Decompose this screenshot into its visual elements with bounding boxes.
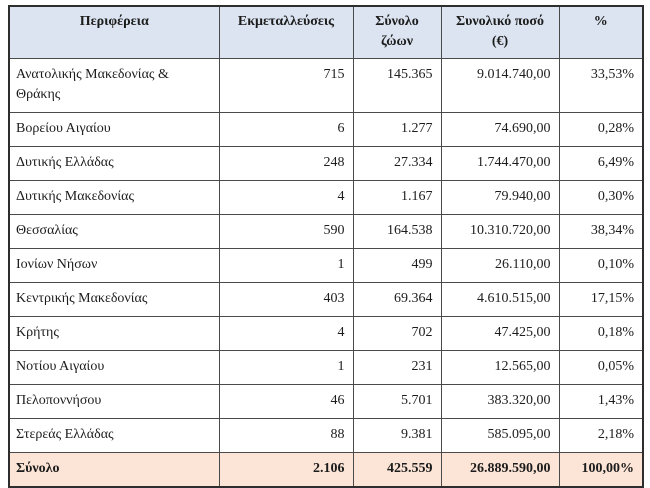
amount-cell: 10.310.720,00 <box>441 215 559 249</box>
region-cell: Θεσσαλίας <box>9 215 219 249</box>
table-row <box>9 113 643 147</box>
holdings-cell: 1 <box>219 351 353 385</box>
header-label: % <box>593 14 608 29</box>
region-cell: Κεντρικής Μακεδονίας <box>9 283 219 317</box>
regions-summary-table <box>8 5 644 488</box>
holdings-cell: 4 <box>219 317 353 351</box>
percent-cell: 0,10% <box>559 249 643 283</box>
total-amount-cell: 26.889.590,00 <box>441 453 559 488</box>
region-cell: Νοτίου Αιγαίου <box>9 351 219 385</box>
percent-cell: 33,53% <box>559 59 643 113</box>
amount-cell: 47.425,00 <box>441 317 559 351</box>
table-row <box>9 385 643 419</box>
total-label-cell: Σύνολο <box>9 453 219 488</box>
column-header-holdings <box>219 6 353 59</box>
percent-cell: 0,30% <box>559 181 643 215</box>
amount-cell: 79.940,00 <box>441 181 559 215</box>
region-cell: Ιονίων Νήσων <box>9 249 219 283</box>
header-label: Σύνολο <box>375 14 419 29</box>
animals-cell: 702 <box>353 317 441 351</box>
percent-cell: 17,15% <box>559 283 643 317</box>
animals-cell: 1.277 <box>353 113 441 147</box>
holdings-cell: 4 <box>219 181 353 215</box>
table-row <box>9 215 643 249</box>
percent-cell: 0,18% <box>559 317 643 351</box>
holdings-cell: 403 <box>219 283 353 317</box>
percent-cell: 0,05% <box>559 351 643 385</box>
column-header-animals <box>353 6 441 59</box>
header-label-line2: ζώων <box>380 34 414 49</box>
holdings-cell: 590 <box>219 215 353 249</box>
table-body <box>9 59 643 488</box>
animals-cell: 145.365 <box>353 59 441 113</box>
table-row <box>9 249 643 283</box>
total-percent-cell: 100,00% <box>559 453 643 488</box>
table-row <box>9 317 643 351</box>
table-row <box>9 283 643 317</box>
holdings-cell: 46 <box>219 385 353 419</box>
region-cell: Πελοποννήσου <box>9 385 219 419</box>
column-header-amount <box>441 6 559 59</box>
holdings-cell: 6 <box>219 113 353 147</box>
column-header-region <box>9 6 219 59</box>
amount-cell: 26.110,00 <box>441 249 559 283</box>
header-row <box>9 6 643 59</box>
header-label: Περιφέρεια <box>79 14 149 29</box>
amount-cell: 9.014.740,00 <box>441 59 559 113</box>
percent-cell: 6,49% <box>559 147 643 181</box>
animals-cell: 27.334 <box>353 147 441 181</box>
animals-cell: 1.167 <box>353 181 441 215</box>
region-cell: Κρήτης <box>9 317 219 351</box>
table-row <box>9 351 643 385</box>
column-header-percent <box>559 6 643 59</box>
percent-cell: 1,43% <box>559 385 643 419</box>
amount-cell: 1.744.470,00 <box>441 147 559 181</box>
amount-cell: 585.095,00 <box>441 419 559 453</box>
table-row <box>9 419 643 453</box>
table-header <box>9 6 643 59</box>
amount-cell: 383.320,00 <box>441 385 559 419</box>
total-holdings-cell: 2.106 <box>219 453 353 488</box>
region-cell: Βορείου Αιγαίου <box>9 113 219 147</box>
region-cell: Δυτικής Ελλάδας <box>9 147 219 181</box>
animals-cell: 231 <box>353 351 441 385</box>
animals-cell: 9.381 <box>353 419 441 453</box>
header-label: Εκμεταλλεύσεις <box>237 14 335 29</box>
animals-cell: 5.701 <box>353 385 441 419</box>
animals-cell: 164.538 <box>353 215 441 249</box>
holdings-cell: 248 <box>219 147 353 181</box>
header-label-line2: (€) <box>491 34 509 49</box>
region-cell: Στερεάς Ελλάδας <box>9 419 219 453</box>
holdings-cell: 1 <box>219 249 353 283</box>
table-row <box>9 147 643 181</box>
holdings-cell: 88 <box>219 419 353 453</box>
amount-cell: 74.690,00 <box>441 113 559 147</box>
percent-cell: 2,18% <box>559 419 643 453</box>
holdings-cell: 715 <box>219 59 353 113</box>
animals-cell: 69.364 <box>353 283 441 317</box>
percent-cell: 0,28% <box>559 113 643 147</box>
region-cell: Δυτικής Μακεδονίας <box>9 181 219 215</box>
header-label: Συνολικό ποσό <box>455 14 545 29</box>
table-row <box>9 181 643 215</box>
table-row <box>9 59 643 113</box>
percent-cell: 38,34% <box>559 215 643 249</box>
animals-cell: 499 <box>353 249 441 283</box>
region-cell: Ανατολικής Μακεδονίας & Θράκης <box>9 59 219 113</box>
total-animals-cell: 425.559 <box>353 453 441 488</box>
amount-cell: 4.610.515,00 <box>441 283 559 317</box>
amount-cell: 12.565,00 <box>441 351 559 385</box>
